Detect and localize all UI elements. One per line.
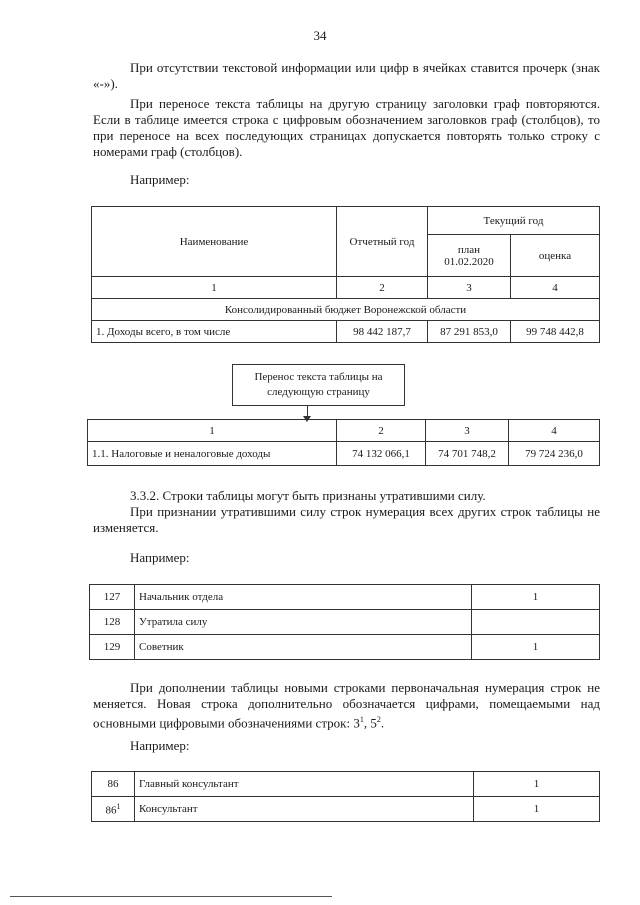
- paragraph-text: .: [380, 715, 385, 731]
- paragraph-text: При дополнении таблицы новыми строками первоначальная нумерация строк не меняется. Новая строка дополнительно обозначается цифрами, помещаемыми над основными цифровыми обозначениями строк: 3: [93, 680, 600, 731]
- page-number: 34: [313, 28, 327, 43]
- example-table-added: [91, 771, 600, 822]
- row-number-base: 86: [105, 804, 117, 817]
- row-value: 79 724 236,0: [509, 442, 600, 466]
- row-value: 87 291 853,0: [428, 321, 511, 343]
- example-table-budget: [91, 206, 600, 343]
- header-plan: план 01.02.2020: [428, 235, 511, 277]
- column-number: 2: [337, 277, 428, 299]
- example-label: Например:: [130, 738, 190, 753]
- superscript: 2: [376, 715, 381, 724]
- example-table-void: [89, 584, 600, 660]
- row-name: 1. Доходы всего, в том числе: [92, 321, 337, 343]
- row-name: Советник: [135, 635, 472, 660]
- column-number: 1: [88, 420, 337, 442]
- row-name: 1.1. Налоговые и неналоговые доходы: [88, 442, 337, 466]
- paragraph-header-repeat: При переносе текста таблицы на другую страницу заголовки граф повторяются. Если в таблице имеется строка с цифровым обозначением заголовков граф (столбцов), то при переносе на всех последующих страницах допускается повторять только строку с номерами граф (столбцов).: [93, 96, 600, 159]
- row-value: 99 748 442,8: [511, 321, 600, 343]
- example-label: Например:: [130, 172, 190, 187]
- header-report-year: Отчетный год: [337, 207, 428, 277]
- header-estimate: оценка: [511, 235, 600, 277]
- row-number: 129: [90, 635, 135, 660]
- row-number: [92, 797, 135, 822]
- row-value: 74 132 066,1: [337, 442, 426, 466]
- example-table-continued: [87, 419, 600, 466]
- section-heading: 3.3.2. Строки таблицы могут быть признаны утратившими силу.: [130, 488, 486, 503]
- row-number: 127: [90, 585, 135, 610]
- row-name: Главный консультант: [135, 772, 474, 797]
- header-name: Наименование: [92, 207, 337, 277]
- column-number: 2: [337, 420, 426, 442]
- row-number: 128: [90, 610, 135, 635]
- column-number: 4: [509, 420, 600, 442]
- row-value: 98 442 187,7: [337, 321, 428, 343]
- footnote-divider: [10, 896, 332, 897]
- row-value: 1: [472, 635, 600, 660]
- row-name: Утратила силу: [135, 610, 472, 635]
- paragraph-text: , 5: [363, 715, 377, 731]
- superscript: 1: [116, 801, 121, 811]
- header-current-year: Текущий год: [428, 207, 600, 235]
- row-number: 86: [92, 772, 135, 797]
- column-number: 3: [426, 420, 509, 442]
- paragraph-dash-rule: При отсутствии текстовой информации или цифр в ячейках ставится прочерк (знак «-»).: [93, 60, 600, 91]
- row-name: Начальник отдела: [135, 585, 472, 610]
- column-number: 4: [511, 277, 600, 299]
- row-value: 1: [472, 585, 600, 610]
- column-number: 3: [428, 277, 511, 299]
- group-row: Консолидированный бюджет Воронежской области: [92, 299, 600, 321]
- callout-box: Перенос текста таблицы на следующую страницу: [232, 364, 405, 406]
- paragraph-void-rows: При признании утратившими силу строк нумерация всех других строк таблицы не изменяется.: [93, 504, 600, 535]
- row-value: 74 701 748,2: [426, 442, 509, 466]
- superscript: 1: [359, 715, 364, 724]
- example-label: Например:: [130, 550, 190, 565]
- column-number: 1: [92, 277, 337, 299]
- paragraph-new-rows: [93, 680, 600, 731]
- row-name: Консультант: [135, 797, 474, 822]
- row-value: [472, 610, 600, 635]
- row-value: 1: [474, 797, 600, 822]
- row-value: 1: [474, 772, 600, 797]
